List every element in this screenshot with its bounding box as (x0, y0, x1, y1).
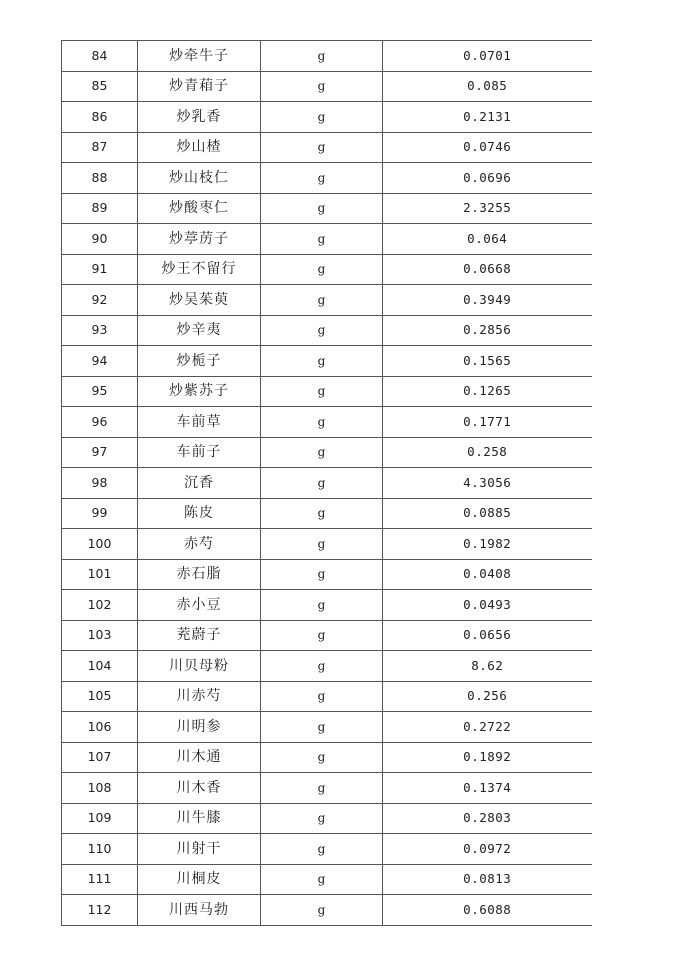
table-row (62, 559, 592, 590)
item-name-cell: 炒王不留行 (138, 254, 261, 285)
table-row (62, 590, 592, 621)
table-row (62, 681, 592, 712)
row-number-cell: 96 (62, 407, 138, 438)
quantity-cell: 0.1982 (383, 529, 592, 560)
table-row (62, 529, 592, 560)
row-number-cell: 92 (62, 285, 138, 316)
unit-cell: g (261, 437, 383, 468)
quantity-cell: 2.3255 (383, 193, 592, 224)
item-name-cell: 沉香 (138, 468, 261, 499)
unit-cell: g (261, 407, 383, 438)
unit-cell: g (261, 712, 383, 743)
row-number-cell: 94 (62, 346, 138, 377)
quantity-cell: 0.0746 (383, 132, 592, 163)
item-name-cell: 川明参 (138, 712, 261, 743)
row-number-cell: 106 (62, 712, 138, 743)
item-name-cell: 陈皮 (138, 498, 261, 529)
quantity-cell: 8.62 (383, 651, 592, 682)
table-row (62, 712, 592, 743)
row-number-cell: 86 (62, 102, 138, 133)
quantity-cell: 0.6088 (383, 895, 592, 926)
unit-cell: g (261, 224, 383, 255)
item-name-cell: 炒吴茱萸 (138, 285, 261, 316)
quantity-cell: 0.3949 (383, 285, 592, 316)
row-number-cell: 100 (62, 529, 138, 560)
quantity-cell: 0.064 (383, 224, 592, 255)
row-number-cell: 110 (62, 834, 138, 865)
item-name-cell: 赤石脂 (138, 559, 261, 590)
item-name-cell: 炒乳香 (138, 102, 261, 133)
quantity-cell: 0.0885 (383, 498, 592, 529)
quantity-cell: 0.1771 (383, 407, 592, 438)
row-number-cell: 87 (62, 132, 138, 163)
item-name-cell: 炒酸枣仁 (138, 193, 261, 224)
table-row (62, 773, 592, 804)
item-name-cell: 赤小豆 (138, 590, 261, 621)
table-row (62, 163, 592, 194)
unit-cell: g (261, 41, 383, 72)
item-name-cell: 川贝母粉 (138, 651, 261, 682)
table-row (62, 254, 592, 285)
quantity-cell: 0.1374 (383, 773, 592, 804)
quantity-cell: 0.0493 (383, 590, 592, 621)
quantity-cell: 0.0668 (383, 254, 592, 285)
unit-cell: g (261, 468, 383, 499)
item-name-cell: 赤芍 (138, 529, 261, 560)
unit-cell: g (261, 651, 383, 682)
unit-cell: g (261, 803, 383, 834)
item-name-cell: 车前草 (138, 407, 261, 438)
unit-cell: g (261, 315, 383, 346)
row-number-cell: 97 (62, 437, 138, 468)
quantity-cell: 0.0701 (383, 41, 592, 72)
quantity-cell: 0.258 (383, 437, 592, 468)
quantity-cell: 0.2803 (383, 803, 592, 834)
item-name-cell: 炒牵牛子 (138, 41, 261, 72)
quantity-cell: 0.2722 (383, 712, 592, 743)
table-row (62, 742, 592, 773)
quantity-cell: 0.2131 (383, 102, 592, 133)
unit-cell: g (261, 529, 383, 560)
row-number-cell: 91 (62, 254, 138, 285)
item-name-cell: 炒山枝仁 (138, 163, 261, 194)
item-name-cell: 炒山楂 (138, 132, 261, 163)
quantity-cell: 0.0408 (383, 559, 592, 590)
row-number-cell: 98 (62, 468, 138, 499)
quantity-cell: 0.0656 (383, 620, 592, 651)
quantity-cell: 0.0972 (383, 834, 592, 865)
row-number-cell: 89 (62, 193, 138, 224)
unit-cell: g (261, 163, 383, 194)
unit-cell: g (261, 864, 383, 895)
table-row (62, 132, 592, 163)
table-row (62, 102, 592, 133)
item-name-cell: 车前子 (138, 437, 261, 468)
unit-cell: g (261, 346, 383, 377)
item-name-cell: 川西马勃 (138, 895, 261, 926)
item-name-cell: 炒葶苈子 (138, 224, 261, 255)
row-number-cell: 107 (62, 742, 138, 773)
quantity-cell: 0.085 (383, 71, 592, 102)
item-name-cell: 炒辛夷 (138, 315, 261, 346)
row-number-cell: 85 (62, 71, 138, 102)
unit-cell: g (261, 254, 383, 285)
item-name-cell: 川射干 (138, 834, 261, 865)
row-number-cell: 103 (62, 620, 138, 651)
unit-cell: g (261, 193, 383, 224)
quantity-cell: 0.0696 (383, 163, 592, 194)
table-row (62, 864, 592, 895)
row-number-cell: 109 (62, 803, 138, 834)
item-name-cell: 茺蔚子 (138, 620, 261, 651)
unit-cell: g (261, 773, 383, 804)
table-row (62, 285, 592, 316)
table-row (62, 71, 592, 102)
quantity-cell: 0.0813 (383, 864, 592, 895)
unit-cell: g (261, 895, 383, 926)
quantity-cell: 0.2856 (383, 315, 592, 346)
item-name-cell: 川赤芍 (138, 681, 261, 712)
table-row (62, 41, 592, 72)
unit-cell: g (261, 102, 383, 133)
item-name-cell: 炒紫苏子 (138, 376, 261, 407)
row-number-cell: 105 (62, 681, 138, 712)
item-name-cell: 川木通 (138, 742, 261, 773)
table-row (62, 224, 592, 255)
quantity-cell: 0.1265 (383, 376, 592, 407)
row-number-cell: 88 (62, 163, 138, 194)
item-name-cell: 炒青葙子 (138, 71, 261, 102)
unit-cell: g (261, 71, 383, 102)
row-number-cell: 108 (62, 773, 138, 804)
quantity-cell: 0.1565 (383, 346, 592, 377)
table-row (62, 346, 592, 377)
row-number-cell: 111 (62, 864, 138, 895)
row-number-cell: 104 (62, 651, 138, 682)
row-number-cell: 84 (62, 41, 138, 72)
unit-cell: g (261, 376, 383, 407)
unit-cell: g (261, 742, 383, 773)
unit-cell: g (261, 285, 383, 316)
item-name-cell: 炒栀子 (138, 346, 261, 377)
quantity-cell: 0.1892 (383, 742, 592, 773)
item-name-cell: 川桐皮 (138, 864, 261, 895)
unit-cell: g (261, 132, 383, 163)
table-row (62, 407, 592, 438)
row-number-cell: 95 (62, 376, 138, 407)
unit-cell: g (261, 559, 383, 590)
table-row (62, 620, 592, 651)
table-row (62, 193, 592, 224)
table-row (62, 437, 592, 468)
unit-cell: g (261, 590, 383, 621)
unit-cell: g (261, 681, 383, 712)
table-row (62, 651, 592, 682)
table-row (62, 834, 592, 865)
item-name-cell: 川木香 (138, 773, 261, 804)
table-row (62, 315, 592, 346)
row-number-cell: 112 (62, 895, 138, 926)
row-number-cell: 101 (62, 559, 138, 590)
price-table (61, 40, 592, 926)
table-row (62, 498, 592, 529)
table-row (62, 895, 592, 926)
row-number-cell: 102 (62, 590, 138, 621)
item-name-cell: 川牛膝 (138, 803, 261, 834)
row-number-cell: 93 (62, 315, 138, 346)
unit-cell: g (261, 620, 383, 651)
table-row (62, 376, 592, 407)
unit-cell: g (261, 498, 383, 529)
table-row (62, 803, 592, 834)
quantity-cell: 0.256 (383, 681, 592, 712)
quantity-cell: 4.3056 (383, 468, 592, 499)
row-number-cell: 90 (62, 224, 138, 255)
row-number-cell: 99 (62, 498, 138, 529)
table-body (62, 41, 592, 926)
table-row (62, 468, 592, 499)
unit-cell: g (261, 834, 383, 865)
